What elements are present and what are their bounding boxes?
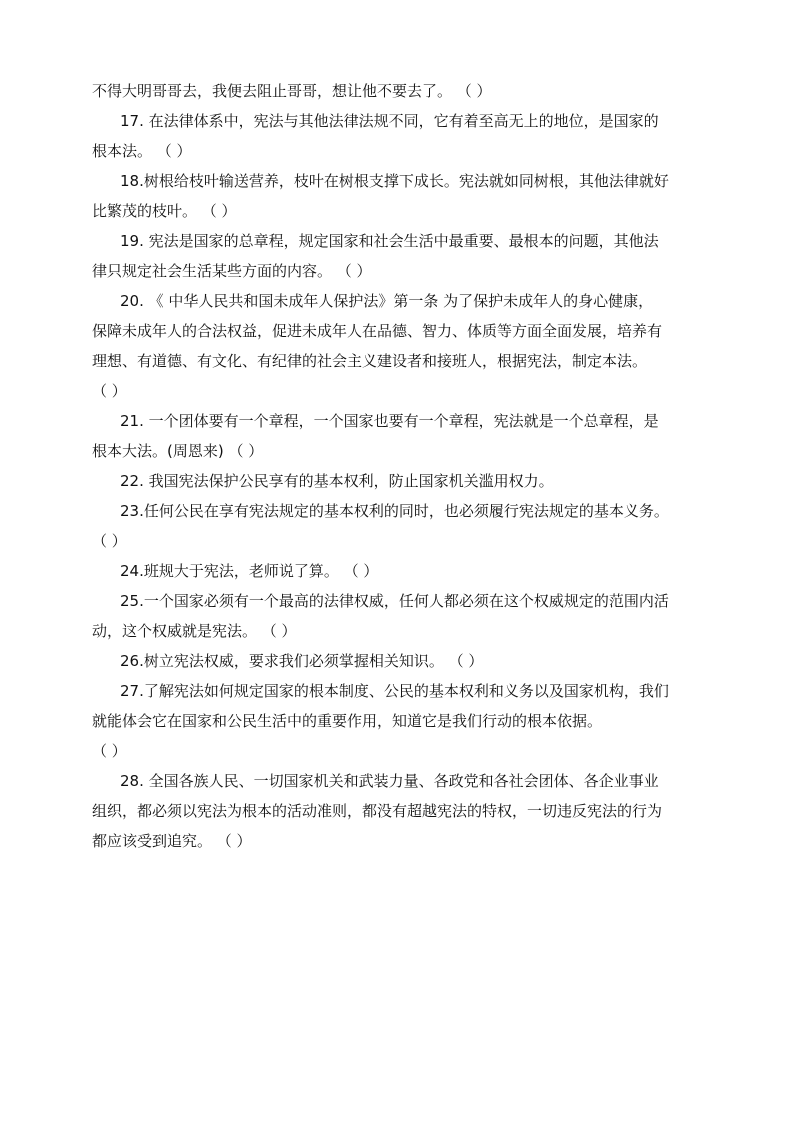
text-line: 23.任何公民在享有宪法规定的基本权利的同时，也必须履行宪法规定的基本义务。	[120, 502, 669, 520]
text-line: 26.树立宪法权威，要求我们必须掌握相关知识。 （ ）	[120, 652, 484, 670]
text-line: 28. 全国各族人民、一切国家机关和武装力量、各政党和各社会团体、各企业事业	[120, 772, 659, 790]
document-page	[92, 76, 704, 856]
text-line: 不得大明哥哥去，我便去阻止哥哥，想让他不要去了。 （ ）	[92, 82, 492, 100]
text-line: 组织，都必须以宪法为根本的活动准则，都没有超越宪法的特权，一切违反宪法的行为	[92, 802, 663, 820]
text-line: 20. 《 中华人民共和国未成年人保护法》第一条 为了保护未成年人的身心健康，	[120, 292, 654, 310]
text-line: （ ）	[92, 532, 127, 550]
text-line: 保障未成年人的合法权益，促进未成年人在品德、智力、体质等方面全面发展，培养有	[92, 322, 663, 340]
text-line: 动，这个权威就是宪法。 （ ）	[92, 622, 297, 640]
text-line: 22. 我国宪法保护公民享有的基本权利，防止国家机关滥用权力。	[120, 472, 554, 490]
text-line: （ ）	[92, 382, 127, 400]
text-line: 21. 一个团体要有一个章程，一个国家也要有一个章程，宪法就是一个总章程，是	[120, 412, 659, 430]
text-line: （ ）	[92, 742, 127, 760]
text-line: 都应该受到追究。 （ ）	[92, 832, 252, 850]
text-line: 律只规定社会生活某些方面的内容。 （ ）	[92, 262, 372, 280]
text-line: 根本法。 （ ）	[92, 142, 192, 160]
text-line: 27.了解宪法如何规定国家的根本制度、公民的基本权利和义务以及国家机构，我们	[120, 682, 669, 700]
text-line: 18.树根给枝叶输送营养，枝叶在树根支撑下成长。宪法就如同树根，其他法律就好	[120, 172, 669, 190]
text-line: 就能体会它在国家和公民生活中的重要作用，知道它是我们行动的根本依据。	[92, 712, 603, 730]
text-line: 24.班规大于宪法，老师说了算。 （ ）	[120, 562, 379, 580]
text-line: 25.一个国家必须有一个最高的法律权威，任何人都必须在这个权威规定的范围内活	[120, 592, 669, 610]
text-line: 理想、有道德、有文化、有纪律的社会主义建设者和接班人，根据宪法，制定本法。	[92, 352, 648, 370]
text-line: 根本大法。(周恩来) （ ）	[92, 442, 264, 460]
text-line: 19. 宪法是国家的总章程，规定国家和社会生活中最重要、最根本的问题，其他法	[120, 232, 659, 250]
text-line: 17. 在法律体系中，宪法与其他法律法规不同，它有着至高无上的地位，是国家的	[120, 112, 659, 130]
text-line: 比繁茂的枝叶。 （ ）	[92, 202, 237, 220]
